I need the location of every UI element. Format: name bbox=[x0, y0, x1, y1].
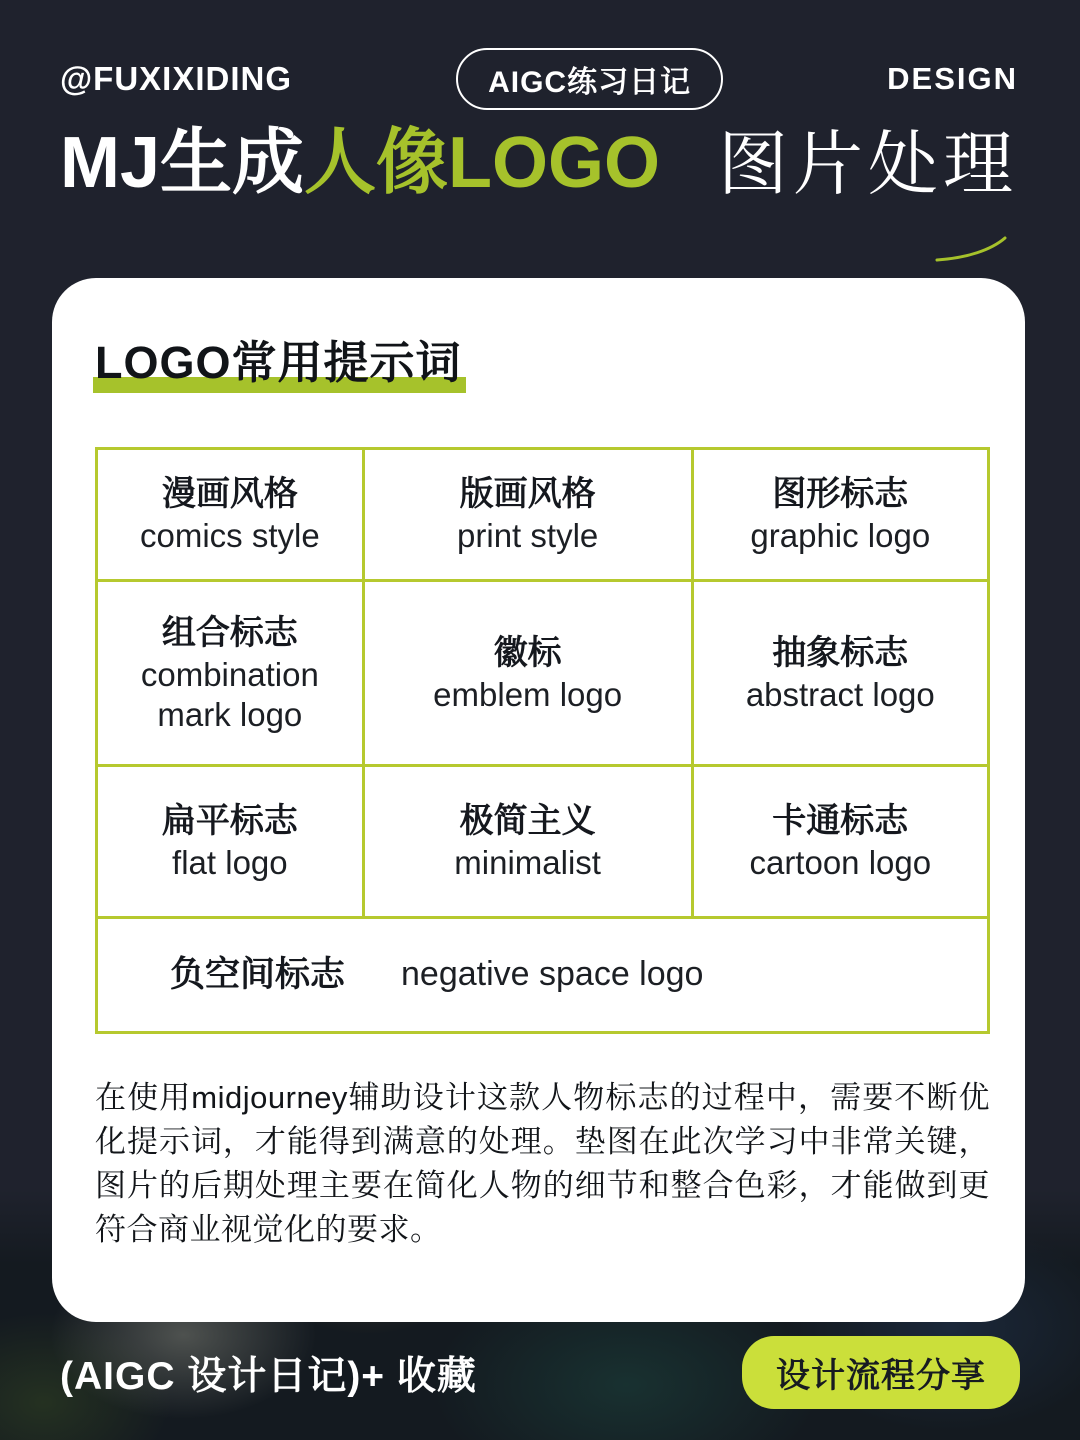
card-heading bbox=[95, 326, 462, 391]
cell-en: abstract logo bbox=[745, 675, 935, 713]
cell-cn: 负空间标志 bbox=[170, 955, 346, 995]
table-cell bbox=[365, 582, 694, 767]
cell-cn: 卡通标志 bbox=[772, 802, 909, 841]
cell-en: emblem logo bbox=[433, 675, 623, 713]
footer-note: (AIGC 设计日记)+ 收藏 bbox=[60, 1354, 477, 1398]
cell-en: minimalist bbox=[454, 844, 601, 882]
cell-en: combination mark logo bbox=[140, 655, 319, 734]
cell-en: comics style bbox=[139, 517, 320, 555]
author-handle: @FUXIXIDING bbox=[60, 60, 293, 97]
subtitle-right: 图片处理 bbox=[718, 125, 1018, 203]
cell-en: flat logo bbox=[172, 844, 288, 882]
table-cell bbox=[694, 582, 987, 767]
table-cell bbox=[694, 450, 987, 582]
cell-en: print style bbox=[457, 517, 599, 555]
cell-en: cartoon logo bbox=[749, 844, 932, 882]
table-cell bbox=[98, 582, 365, 767]
prompt-table bbox=[95, 447, 990, 1034]
title-segment-white: MJ生成 bbox=[60, 123, 305, 203]
table-cell bbox=[365, 767, 694, 919]
table-cell-full-width bbox=[98, 919, 987, 1031]
brand-label: DESIGN bbox=[887, 61, 1018, 96]
table-cell bbox=[694, 767, 987, 919]
footer bbox=[60, 1336, 1020, 1409]
cell-en: graphic logo bbox=[750, 517, 931, 555]
cell-cn: 抽象标志 bbox=[772, 633, 909, 672]
content-card bbox=[52, 278, 1025, 1322]
heading-text: LOGO常用提示词 bbox=[95, 337, 462, 388]
share-flow-button[interactable]: 设计流程分享 bbox=[742, 1336, 1020, 1409]
table-cell bbox=[365, 450, 694, 582]
cell-cn: 扁平标志 bbox=[161, 802, 298, 841]
cell-cn: 图形标志 bbox=[772, 475, 909, 514]
table-cell bbox=[98, 767, 365, 919]
title-segment-logo: LOGO bbox=[448, 123, 661, 203]
title-row bbox=[60, 124, 1018, 205]
cell-cn: 极简主义 bbox=[459, 802, 596, 841]
description-paragraph: 在使用midjourney辅助设计这款人物标志的过程中，需要不断优化提示词，才能得到满意的处理。垫图在此次学习中非常关键，图片的后期处理主要在简化人物的细节和整合色彩，才能做到更符合商业视觉化的要求。 bbox=[95, 1080, 990, 1248]
series-badge: AIGC练习日记 bbox=[456, 48, 723, 110]
divider-swoosh bbox=[55, 226, 1010, 266]
cell-en: negative space logo bbox=[401, 955, 704, 994]
page-title bbox=[60, 124, 660, 203]
title-segment-green: 人像 bbox=[304, 123, 449, 203]
cell-cn: 漫画风格 bbox=[161, 475, 298, 514]
cell-cn: 组合标志 bbox=[161, 613, 298, 652]
cell-cn: 版画风格 bbox=[459, 475, 596, 514]
table-cell bbox=[98, 450, 365, 582]
top-bar bbox=[60, 50, 1018, 108]
cell-cn: 徽标 bbox=[493, 633, 562, 672]
